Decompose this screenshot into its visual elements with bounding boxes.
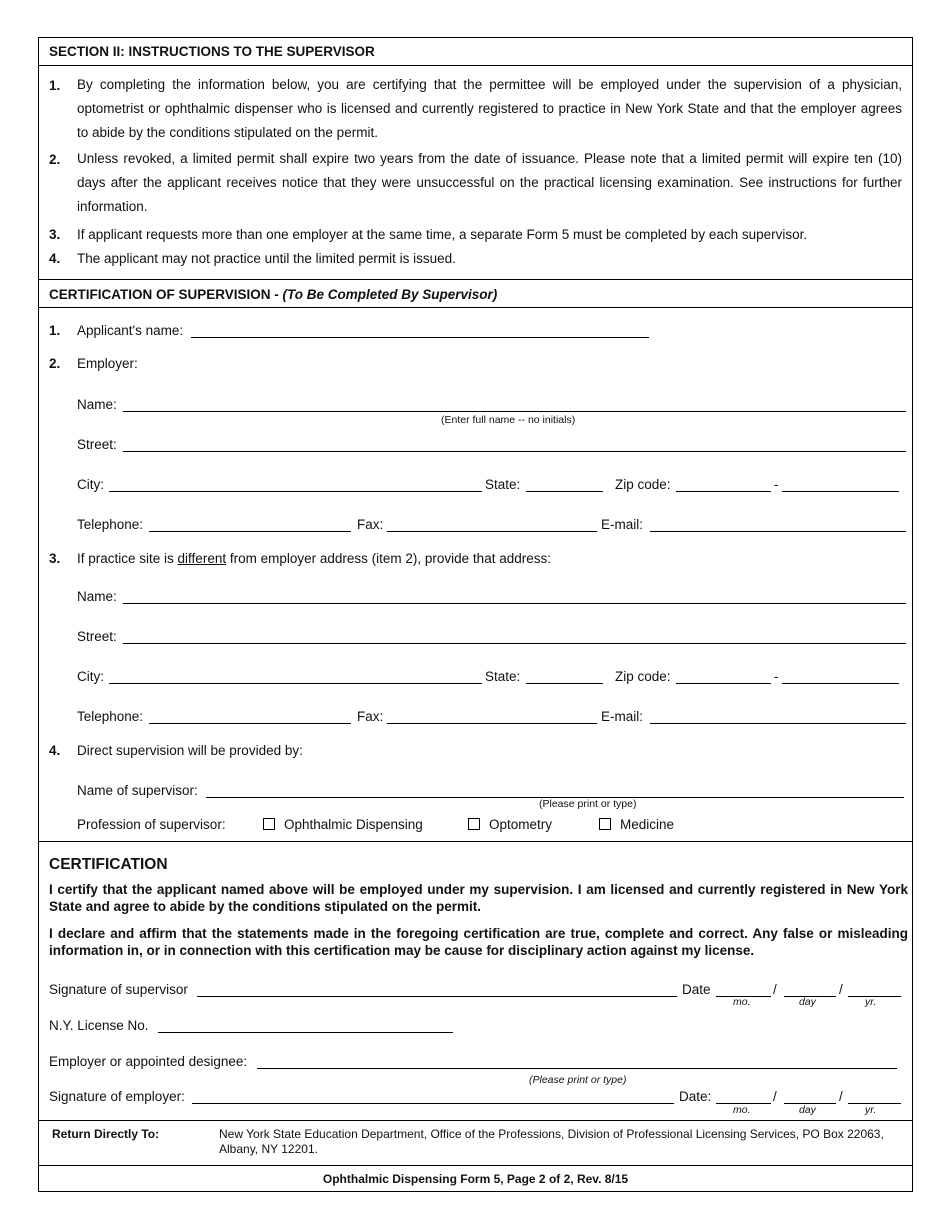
- year-hint: yr.: [865, 996, 877, 1008]
- site-email-label: E-mail:: [601, 709, 644, 724]
- divider: [39, 841, 912, 842]
- divider: [39, 65, 912, 66]
- item-number: 1.: [49, 78, 61, 93]
- supervisor-name-label: Name of supervisor:: [77, 783, 198, 798]
- direct-supervision-label: Direct supervision will be provided by:: [77, 743, 303, 758]
- site-state-field[interactable]: [526, 683, 603, 684]
- employer-city-field[interactable]: [109, 491, 482, 492]
- employer-street-field[interactable]: [123, 451, 906, 452]
- return-address: New York State Education Department, Office of the Professions, Division of Professional Licensing Services, PO Box 22063, Albany, NY 12201.: [219, 1127, 884, 1156]
- profession-label: Profession of supervisor:: [77, 817, 226, 832]
- item-number: 2.: [49, 356, 61, 371]
- employer-label: Employer:: [77, 356, 138, 371]
- form-footer: Ophthalmic Dispensing Form 5, Page 2 of 2, Rev. 8/15: [322, 1172, 629, 1186]
- section2-title: SECTION II: INSTRUCTIONS TO THE SUPERVISOR: [49, 44, 375, 59]
- certification-para-1: I certify that the applicant named above will be employed under my supervision. I am licensed and currently registered in New York State and agree to abide by the conditions stipulated on the permit.: [49, 882, 908, 914]
- day-hint: day: [799, 996, 816, 1008]
- zip-dash: -: [774, 669, 779, 684]
- site-name-label: Name:: [77, 589, 117, 604]
- divider: [39, 1120, 912, 1121]
- sig-employer-label: Signature of employer:: [49, 1089, 185, 1104]
- employer-email-field[interactable]: [650, 531, 906, 532]
- profession-optometry-checkbox[interactable]: Optometry: [468, 817, 552, 832]
- month-hint: mo.: [733, 996, 751, 1008]
- employer-name-label: Name:: [77, 397, 117, 412]
- employer-phone-field[interactable]: [149, 531, 351, 532]
- employer-state-field[interactable]: [526, 491, 603, 492]
- supervision-title: CERTIFICATION OF SUPERVISION - (To Be Completed By Supervisor): [49, 287, 498, 302]
- site-fax-label: Fax:: [357, 709, 384, 724]
- profession-ophthalmic-checkbox[interactable]: Ophthalmic Dispensing: [263, 817, 423, 832]
- form-page: [38, 37, 913, 1192]
- site-street-label: Street:: [77, 629, 117, 644]
- day-hint: day: [799, 1104, 816, 1116]
- item-number: 2.: [49, 152, 61, 167]
- employer-street-label: Street:: [77, 437, 117, 452]
- site-zip-label: Zip code:: [615, 669, 671, 684]
- sig-supervisor-field[interactable]: [197, 996, 677, 997]
- employer-email-label: E-mail:: [601, 517, 644, 532]
- employer-fax-label: Fax:: [357, 517, 384, 532]
- divider: [39, 279, 912, 280]
- site-city-label: City:: [77, 669, 104, 684]
- date-slash: /: [839, 1089, 843, 1104]
- date-label: Date: [682, 982, 711, 997]
- sig-supervisor-label: Signature of supervisor: [49, 982, 188, 997]
- return-label: Return Directly To:: [52, 1127, 160, 1141]
- item-number: 3.: [49, 227, 61, 242]
- instruction-3: If applicant requests more than one employer at the same time, a separate Form 5 must be completed by each supervisor.: [77, 227, 808, 242]
- site-phone-field[interactable]: [149, 723, 351, 724]
- year-hint: yr.: [865, 1104, 877, 1116]
- item-number: 4.: [49, 251, 61, 266]
- license-field[interactable]: [158, 1032, 453, 1033]
- employer-zip4-field[interactable]: [782, 491, 899, 492]
- profession-medicine-checkbox[interactable]: Medicine: [599, 817, 674, 832]
- checkbox-icon[interactable]: [599, 818, 611, 830]
- employer-zip-field[interactable]: [676, 491, 771, 492]
- item-number: 4.: [49, 743, 61, 758]
- site-zip-field[interactable]: [676, 683, 771, 684]
- sig-employer-field[interactable]: [192, 1103, 674, 1104]
- certification-title: CERTIFICATION: [49, 856, 168, 873]
- site-name-field[interactable]: [123, 603, 906, 604]
- certification-para-2: I declare and affirm that the statements made in the foregoing certification are true, complete and correct. Any false or misleading information in, or in connection with this certification may be cause for disciplinary action against my license.: [49, 926, 908, 958]
- site-zip4-field[interactable]: [782, 683, 899, 684]
- employer-fax-field[interactable]: [387, 531, 597, 532]
- checkbox-icon[interactable]: [468, 818, 480, 830]
- divider: [39, 1165, 912, 1166]
- print-hint: (Please print or type): [539, 798, 637, 810]
- applicant-name-label: Applicant's name:: [77, 323, 184, 338]
- license-label: N.Y. License No.: [49, 1018, 149, 1033]
- checkbox-icon[interactable]: [263, 818, 275, 830]
- month-hint: mo.: [733, 1104, 751, 1116]
- site-phone-label: Telephone:: [77, 709, 144, 724]
- print-hint: (Please print or type): [529, 1074, 627, 1086]
- date-slash: /: [839, 982, 843, 997]
- designee-label: Employer or appointed designee:: [49, 1054, 248, 1069]
- site-street-field[interactable]: [123, 643, 906, 644]
- zip-dash: -: [774, 477, 779, 492]
- site-fax-field[interactable]: [387, 723, 597, 724]
- item-number: 3.: [49, 551, 61, 566]
- applicant-name-field[interactable]: [191, 337, 649, 338]
- site-email-field[interactable]: [650, 723, 906, 724]
- instruction-2: Unless revoked, a limited permit shall expire two years from the date of issuance. Please note that a limited permit will expire ten (10) days after the applicant receives notice that they were unsuccessful on the practical licensing examination. See instructions for further information.: [77, 151, 902, 214]
- employer-phone-label: Telephone:: [77, 517, 144, 532]
- practice-site-label: If practice site is different from employer address (item 2), provide that address:: [77, 551, 551, 566]
- date-slash: /: [773, 982, 777, 997]
- date-label: Date:: [679, 1089, 712, 1104]
- date-slash: /: [773, 1089, 777, 1104]
- site-state-label: State:: [485, 669, 521, 684]
- divider: [39, 307, 912, 308]
- site-city-field[interactable]: [109, 683, 482, 684]
- employer-name-field[interactable]: [123, 411, 906, 412]
- employer-city-label: City:: [77, 477, 104, 492]
- employer-zip-label: Zip code:: [615, 477, 671, 492]
- name-hint: (Enter full name -- no initials): [441, 414, 576, 426]
- employer-state-label: State:: [485, 477, 521, 492]
- item-number: 1.: [49, 323, 61, 338]
- designee-field[interactable]: [257, 1068, 897, 1069]
- instruction-4: The applicant may not practice until the limited permit is issued.: [77, 251, 456, 266]
- instruction-1: By completing the information below, you are certifying that the permittee will be employed under the supervision of a physician, optometrist or ophthalmic dispenser who is licensed and currently registered to practice in New York State and that the employer agrees to abide by the conditions stipulated on the permit.: [77, 77, 902, 140]
